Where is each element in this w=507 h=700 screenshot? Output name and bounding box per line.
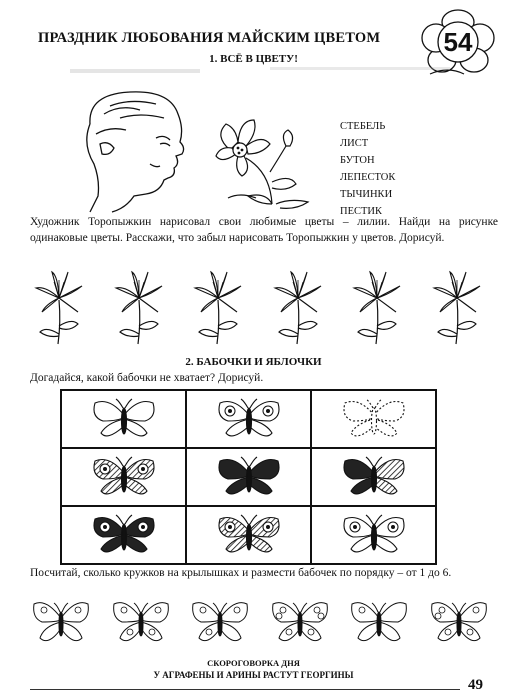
lily-icon — [28, 266, 90, 346]
tongue-twister-label: СКОРОГОВОРКА ДНЯ — [207, 658, 300, 668]
butterfly-icon — [339, 453, 409, 501]
spotted-butterfly-icon[interactable] — [428, 596, 490, 648]
lily-icon — [108, 266, 170, 346]
butterfly-icon — [339, 511, 409, 559]
butterfly-icon — [89, 453, 159, 501]
section1-heading: 1. ВСЁ В ЦВЕТУ! — [209, 53, 298, 65]
section2-heading: 2. БАБОЧКИ И ЯБЛОЧКИ — [185, 356, 322, 368]
page-badge-number: 54 — [443, 27, 473, 57]
flower-parts-list — [340, 118, 395, 220]
grid-cell — [61, 390, 186, 448]
part-label: ТЫЧИНКИ — [340, 189, 393, 200]
butterfly-grid — [60, 389, 437, 565]
bleed-through-shadow — [70, 64, 450, 78]
section2-task-text: Догадайся, какой бабочки не хватает? Дорисуй. — [30, 372, 264, 384]
grid-cell — [186, 506, 311, 564]
spotted-butterfly-icon[interactable] — [269, 596, 331, 648]
part-label: ЛЕПЕСТОК — [340, 172, 396, 183]
lily-icon — [187, 266, 249, 346]
butterfly-icon — [89, 395, 159, 443]
dashed-butterfly-icon — [339, 395, 409, 443]
page-title: ПРАЗДНИК ЛЮБОВАНИЯ МАЙСКИМ ЦВЕТОМ — [38, 30, 381, 46]
grid-cell — [311, 506, 436, 564]
grid-cell — [311, 448, 436, 506]
butterfly-icon — [214, 511, 284, 559]
tongue-twister: У АГРАФЕНЫ И АРИНЫ РАСТУТ ГЕОРГИНЫ — [153, 670, 354, 680]
butterfly-icon — [89, 511, 159, 559]
spotted-butterfly-icon[interactable] — [189, 596, 251, 648]
spotted-butterflies-row — [30, 596, 490, 652]
count-task-text: Посчитай, сколько кружков на крылышках и размести бабочек по порядку – от 1 до 6. — [30, 567, 452, 579]
part-label: ЛИСТ — [340, 138, 369, 149]
lily-icon — [267, 266, 329, 346]
butterfly-icon — [214, 395, 284, 443]
page-number: 49 — [468, 677, 483, 693]
butterfly-icon — [214, 453, 284, 501]
lilies-row — [28, 266, 488, 346]
grid-cell — [61, 506, 186, 564]
part-label: БУТОН — [340, 155, 375, 166]
section1-task-text: Художник Торопыжкин нарисовал свои любимые цветы – лилии. Найди на рисунке одинаковые цветы. Расскажи, что забыл нарисовать Торопыжкин у цветов. Дорисуй. — [30, 216, 498, 244]
spotted-butterfly-icon[interactable] — [30, 596, 92, 648]
grid-cell — [186, 390, 311, 448]
lily-icon — [346, 266, 408, 346]
lily-icon — [426, 266, 488, 346]
spotted-butterfly-icon[interactable] — [348, 596, 410, 648]
boy-illustration — [60, 84, 210, 214]
footer-rule — [30, 689, 460, 690]
spotted-butterfly-icon[interactable] — [110, 596, 172, 648]
part-label: ПЕСТИК — [340, 206, 382, 217]
grid-cell — [186, 448, 311, 506]
part-label: СТЕБЕЛЬ — [340, 121, 386, 132]
grid-cell — [61, 448, 186, 506]
flower-illustration — [200, 112, 330, 212]
grid-cell-empty[interactable] — [311, 390, 436, 448]
